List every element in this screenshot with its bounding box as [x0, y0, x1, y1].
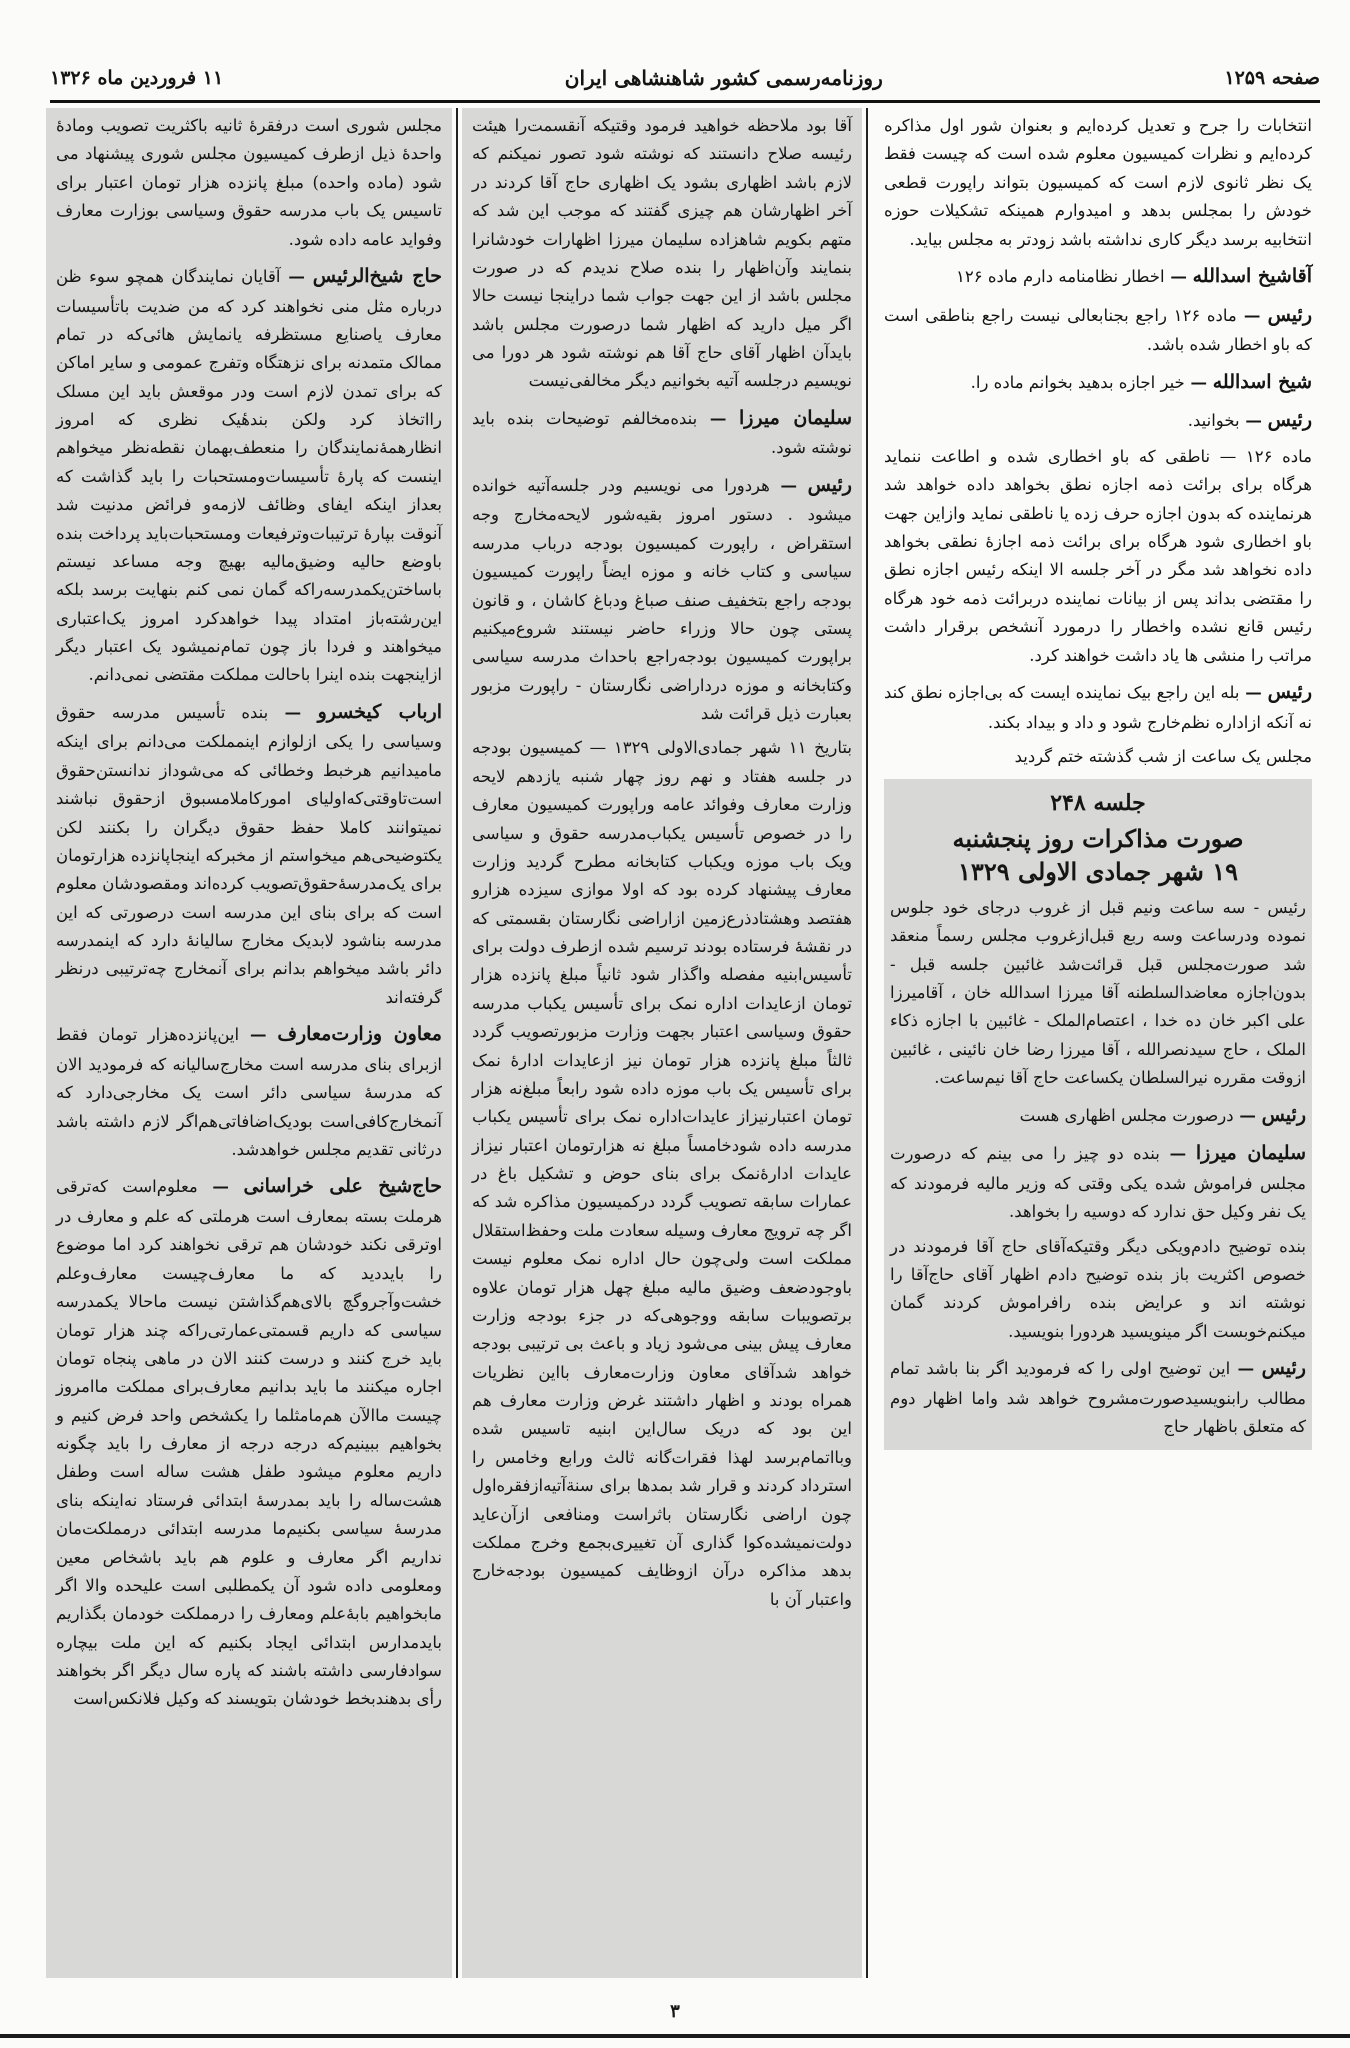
speaker-name: حاج شیخ‌الرئیس	[312, 264, 442, 287]
text-paragraph: بنده توضیح دادم‌ویکی دیگر وقتیکه‌آقای حاج آقا فرمودند در خصوص اکثریت باز بنده توضیح دادم اظهار آقای حاج‌آقا را نوشته اند و عرایض بنده رافراموش کردند گمان میکنم‌خوبست اگر مینویسید هردورا بنویسید.	[890, 1236, 1306, 1341]
text-paragraph: مجلس شوری است درفقرهٔ ثانیه باکثریت تصویب ومادهٔ واحدهٔ ذیل ازطرف کمیسیون مجلس شوری پیشنهاد می شود (ماده واحده) مبلغ پانزده هزار تومان اعتبار برای تاسیس یک باب مدرسه حقوق وسیاسی بوزارت معارف وفواید عامه داده شود.	[56, 116, 442, 249]
speech-text: این توضیح اولی را که فرمودید اگر بنا باشد تمام مطالب رابنویسیدصورت‌مشروح خواهد شد واما اظهار دوم که متعلق باظهار حاج	[890, 1359, 1306, 1437]
text-paragraph: انتخابات را جرح و تعدیل کرده‌ایم و بعنوان شور اول مذاکره کرده‌ایم و نظرات کمیسیون معلوم شده است که چیست فقط یک نظر ثانوی لازم است که کمیسیون بتواند راپورت قطعی خودش را بمجلس بدهد و امیدوارم همینکه تشکیلات حوزه انتخابیه برسد دیگر کاری نداشته باشد زودتر به مجلس بیاید.	[884, 116, 1312, 249]
issue-date: ۱۱ فروردین ماه ۱۳۲۶	[50, 67, 224, 89]
speaker-name: ارباب کیخسرو	[317, 700, 442, 723]
speech-text: آقایان نمایندگان همچو سوء ظن درباره مثل منی نخواهند کرد که من ضدیت باتأسیسات معارف یاصنایع مستظرفه یانمایش هائی‌که در تمام ممالک متمدنه برای نزهتگاه وتفرج عمومی و سایر اماکن که برای تمدن لازم است ودر موقعش باید این مسلک رااتخاذ کرد ولکن بندهٔیک نظری که امروز انظارهمهٔ‌نمایندگان را منعطف‌بهمان نقطه‌نظر میخواهم اینست که پارهٔ تأسیسات‌ومستحبات را باید گذاشت که بعداز اینکه ایفای وظائف لازمه‌و فرائض مدنیت شد آنوقت بپارهٔ ترتیبات‌وترفیعات ومستحبات‌باید پرداخت بنده باوضع حالیه وضیق‌مالیه بهیچ وجه مساعد نیستم باساختن‌یکمدرسه‌راکه گمان نمی کنم بنهایت برسد بلکه این‌رشته‌باز امتداد پیدا خواهد‌کرد امروز یک‌اعتباری میخواهند و فردا باز چون تمام‌نمیشود یک اعتبار دیگر ازاینجهت بنده اینرا باحالت مملکت مقتضی نمی‌دانم.	[56, 266, 442, 685]
speech-text: معلوم‌است که‌ترقی هرملت بسته بمعارف است هرملتی که علم و معارف در اوترقی نکند خودشان هم ترقی نخواهند کرد اما موضوع را باید‌دید که ما معارف‌چیست معارف‌وعلم خشت‌وآجروگچ بالای‌هم‌گذاشتن نیست ماحالا یکمدرسه سیاسی که داریم قسمتی‌عمارتی‌راکه چند هزار تومان باید خرج کنند و درست کنند الان در ماهی پنجاه تومان اجاره میکنند ما باید بدانیم معارف‌برای مملکت ماامروز چیست ماالآن هم‌ما‌مثلما را یکشخص واحد فرض کنیم و بخواهیم ببینیم‌که درجه درجه از معارف را باید چگونه داریم معلوم میشود طفل هشت ساله است وطفل هشت‌ساله را باید بمدرسهٔ ابتدائی فرستاد نه‌اینکه بنای مدرسهٔ سیاسی بکنیم‌ما مدرسه ابتدائی درمملکت‌مان نداریم اگر معارف و علوم هم باید باشخاص معین ومعلومی داده شود آن یکمطلبی است علیحده والا اگر مابخواهیم بابهٔ‌علم ومعارف را درمملکت خودمان بگذاریم بایدمدارس ابتدائی ایجاد بکنیم که این ملت بیچاره سوادفارسی داشته باشند که پاره سال دیگر اگر بخواهند رأی بدهند‌بخط خودشان بتویسند که وکیل فلانکس‌است	[56, 1177, 442, 1709]
speech-paragraph: رئیس — درصورت مجلس اظهاری هست	[1019, 1103, 1306, 1126]
page-label: صفحه ۱۲۵۹	[1224, 67, 1320, 89]
session-title-line1: صورت مذاکرات روز پنجشنبه	[952, 824, 1244, 854]
speech-paragraph: شیخ اسدالله — خیر اجازه بدهید بخوانم ماده را.	[970, 370, 1312, 393]
speech-text: ماده ۱۲۶ راجع بجنابعالی نیست راجع بناطقی است که باو اخطار شده باشد.	[884, 305, 1312, 355]
column-left	[46, 108, 452, 1978]
column-right	[874, 108, 1322, 1978]
session-number: جلسه ۲۴۸	[1050, 790, 1146, 817]
text-paragraph: مجلس یک ساعت از شب گذشته ختم گردید	[1014, 746, 1312, 766]
session-body	[884, 892, 1312, 1450]
speaker-name: رئیس	[1267, 303, 1312, 326]
speech-paragraph: حاج شیخ‌الرئیس — آقایان نمایندگان همچو سوء ظن درباره مثل منی نخواهند کرد که من ضدیت باتأسیسات معارف یاصنایع مستظرفه یانمایش هائی‌که در تمام ممالک متمدنه برای نزهتگاه وتفرج عمومی و سایر اماکن که برای تمدن لازم است ودر موقعش باید این مسلک رااتخاذ کرد ولکن بندهٔیک نظری که امروز انظارهمهٔ‌نمایندگان را منعطف‌بهمان نقطه‌نظر میخواهم اینست که پارهٔ تأسیسات‌ومستحبات را باید گذاشت که بعداز اینکه ایفای وظائف لازمه‌و فرائض مدنیت شد آنوقت بپارهٔ ترتیبات‌وترفیعات ومستحبات‌باید پرداخت بنده باوضع حالیه وضیق‌مالیه بهیچ وجه مساعد نیستم باساختن‌یکمدرسه‌راکه گمان نمی کنم بنهایت برسد بلکه این‌رشته‌باز امتداد پیدا خواهد‌کرد امروز یک‌اعتباری میخواهند و فردا باز چون تمام‌نمیشود یک اعتبار دیگر ازاینجهت بنده اینرا باحالت مملکت مقتضی نمی‌دانم.	[56, 264, 442, 685]
speaker-name: رئیس	[1261, 1103, 1306, 1126]
header-rule	[50, 100, 1320, 103]
speech-paragraph: حاج‌شیخ علی خراسانی — معلوم‌است که‌ترقی هرملت بسته بمعارف است هرملتی که علم و معارف در اوترقی نکند خودشان هم ترقی نخواهند کرد اما موضوع را باید‌دید که ما معارف‌چیست معارف‌وعلم خشت‌وآجروگچ بالای‌هم‌گذاشتن نیست ماحالا یکمدرسه سیاسی که داریم قسمتی‌عمارتی‌راکه چند هزار تومان باید خرج کنند و درست کنند الان در ماهی پنجاه تومان اجاره میکنند ما باید بدانیم معارف‌برای مملکت ماامروز چیست ماالآن هم‌ما‌مثلما را یکشخص واحد فرض کنیم و بخواهیم ببینیم‌که درجه درجه از معارف را باید چگونه داریم معلوم میشود طفل هشت ساله است وطفل هشت‌ساله را باید بمدرسهٔ ابتدائی فرستاد نه‌اینکه بنای مدرسهٔ سیاسی بکنیم‌ما مدرسه ابتدائی درمملکت‌مان نداریم اگر معارف و علوم هم باید باشخاص معین ومعلومی داده شود آن یکمطلبی است علیحده والا اگر مابخواهیم بابهٔ‌علم ومعارف را درمملکت خودمان بگذاریم بایدمدارس ابتدائی ایجاد بکنیم که این ملت بیچاره سوادفارسی داشته باشند که پاره سال دیگر اگر بخواهند رأی بدهند‌بخط خودشان بتویسند که وکیل فلانکس‌است	[56, 1175, 442, 1709]
speech-text: این‌پانزده‌هزار تومان فقط ازبرای بنای مدرسه است مخارج‌سالیانه که فرمودید الان که مدرسهٔ سیاسی دائر است یک مخارجی‌دارد که آنمخارج‌کافی‌است بودیک‌اضافاتی‌هم‌اگر لازم داشته باشد درثانی تقدیم مجلس خواهد‌شد.	[56, 1025, 442, 1160]
speaker-name: رئیس	[1267, 680, 1312, 703]
speech-text: درصورت مجلس اظهاری هست	[1019, 1105, 1234, 1125]
speaker-name: شیخ اسدالله	[1212, 370, 1312, 393]
page-header	[50, 58, 1320, 98]
session-heading	[884, 779, 1312, 892]
column-divider-left	[456, 108, 458, 1978]
text-paragraph: آقا بود ملاحظه خواهید فرمود وقتیکه آنقسمت‌را هیئت رئیسه صلاح دانستند که نوشته شود تصور نمیکنم که لازم باشد اظهاری بشود یک اظهاری حاج آقا کردند در آخر اظهارشان هم چیزی گفتند که موجب این شد که متهم بکویم شاهزاده سلیمان میرزا اظهارات خودشانرا بنمایند وآن‌اظهار را بنده صلاح ندیدم که در صورت مجلس باشد از این جهت جواب شما دراینجا نیست حالا اگر میل دارید که اظهار شما درصورت مجلس باشد بایدآن اظهار آقای حاج آقا هم نوشته شود هر دورا می نویسیم درجلسه آتیه بخوانیم دیگر مخالفی‌نیست	[472, 116, 852, 391]
speech-paragraph: سلیمان میرزا — بنده‌مخالفم توضیحات بنده باید نوشته شود.	[472, 406, 852, 458]
speech-text: بله این راجع بیک نماینده ایست که بی‌اجازه نطق کند نه آنکه ازاداره نظم‌خارج شود و داد و بیداد بکند.	[884, 682, 1312, 732]
speech-text: خیر اجازه بدهید بخوانم ماده را.	[970, 372, 1185, 392]
speech-paragraph: رئیس — بخوانید.	[1187, 409, 1312, 432]
speech-paragraph: رئیس — بله این راجع بیک نماینده ایست که بی‌اجازه نطق کند نه آنکه ازاداره نظم‌خارج شود و داد و بیداد بکند.	[884, 680, 1312, 732]
speech-paragraph: ارباب کیخسرو — بنده تأسیس مدرسه حقوق وسیاسی را یکی ازلوازم اینمملکت می‌دانم برای اینکه ما‌میدانیم هرخبط وخطائی که می‌شوداز ندانستن‌حقوق است‌تاوقتی‌که‌اولیای امورکاملامسبوق ازحقوق نباشند نمیتوانند کاملا حفظ حقوق دیگران را بکنند لکن یکتوضیحی‌هم میخواستم از مخبرکه اینجاپانزده هزارتومان برای یک‌مدرسهٔ‌حقوق‌تصویب کرده‌اند ومقصودشان معلوم است که برای بنای این مدرسه است درصورتی که این مدرسه بناشود لابدیک مخارج سالیانهٔ دارد که اینمدرسه دائر باشد میخواهم بدانم برای آنمخارج چه‌ترتیبی درنظر گرفته‌اند	[56, 700, 442, 1007]
speech-text: بنده‌مخالفم توضیحات بنده باید نوشته شود.	[472, 408, 852, 458]
speaker-name: رئیس	[1261, 1357, 1306, 1380]
bottom-rule	[0, 2034, 1350, 2038]
speech-text: اخطار نظامنامه دارم ماده ۱۲۶	[956, 266, 1165, 286]
column-left-body	[56, 112, 442, 1714]
text-paragraph: بتاریخ ۱۱ شهر جمادی‌الاولی ۱۳۲۹ — کمیسیون بودجه در جلسه هفتاد و نهم روز چهار شنبه یازدهم لایحه وزارت معارف وفوائد عامه وراپورت کمیسیون معارف را در خصوص تأسیس یکباب‌مدرسه حقوق و سیاسی ویک باب موزه ویکباب کتابخانه مطرح گردید وزارت معارف پیشنهاد کرده بود که اولا موازی سیزده هزارو هفتصد وهشتادذرع‌زمین ازاراضی نگارستان بقسمتی که در نقشهٔ فرستاده بودند ترسیم شده ازطرف دولت برای تأسیس‌ابنیه مفصله واگذار شود ثانیاً مبلغ پانزده هزار تومان ازعایدات اداره نمک برای تأسیس یکباب مدرسه حقوق وسیاسی اعتبار بجهت وزارت مزبورتصویب گردد ثالثاً مبلغ پانزده هزار تومان نیز ازعایدات ادارهٔ نمک برای تأسیس یک باب موزه داده شود رابعاً مبلغ‌نه هزار تومان اعتبار‌نیزاز عایدات‌اداره نمک برای تأسیس یکباب مدرسه داده شود‌خامساً مبلغ نه هزارتومان اعتبار نیزاز عایدات ادارهٔ‌نمک برای بنای حوض و تشکیل باغ در عمارات سابقه تصویب گردد درکمیسیون مذاکره شد که اگر چه ترویج معارف وسیله سعادت ملت وحفظ‌استقلال مملکت است ولی‌چون حال اداره نمک معلوم نیست باوجودضعف وضیق مالیه مبلغ چهل هزار تومان علاوه برتصویبات سابقه ووجوهی‌که در جزء بودجه وزارت معارف پیش بینی می‌شود زیاد و باعث بی ترتیبی بودجه خواهد شدآقای معاون وزارت‌معارف بااین نظریات همراه بودند و اظهار داشتند غرض وزارت معارف هم این بود که دریک سال‌این ابنیه تاسیس شده وبااتمام‌برسد لهذا فقرات‌گانه ثالث ورابع وخامس را استرداد کردند و قرار شد بمدها برای سنة‌آتیه‌ازفقره‌اول چون اراضی نگارستان باثراست ومنافعی ازآن‌عاید دولت‌نمیشده‌کوا گذاری آن تغییری‌بجمع وخرج مملکت بدهد مذاکره درآن ازوظایف کمیسیون بودجه‌خارج واعتبار آن با	[472, 738, 852, 1609]
speech-paragraph: آقاشیخ اسدالله — اخطار نظامنامه دارم ماده ۱۲۶	[956, 264, 1312, 287]
speaker-name: رئیس	[807, 473, 852, 496]
speech-paragraph: رئیس — این توضیح اولی را که فرمودید اگر بنا باشد تمام مطالب رابنویسیدصورت‌مشروح خواهد شد واما اظهار دوم که متعلق باظهار حاج	[890, 1357, 1306, 1437]
speaker-name: سلیمان میرزا	[1195, 1142, 1306, 1165]
speech-text: بنده دو چیز را می بینم که درصورت مجلس فراموش شده یکی وقتی که وزیر مالیه فرمودند که یک نفر وکیل حق ندارد که دوسیه را بخواهد.	[890, 1144, 1306, 1222]
speaker-name: سلیمان میرزا	[738, 406, 852, 429]
speech-paragraph: معاون وزارت‌معارف — این‌پانزده‌هزار تومان فقط ازبرای بنای مدرسه است مخارج‌سالیانه که فرمودید الان که مدرسهٔ سیاسی دائر است یک مخارجی‌دارد که آنمخارج‌کافی‌است بودیک‌اضافاتی‌هم‌اگر لازم داشته باشد درثانی تقدیم مجلس خواهد‌شد.	[56, 1023, 442, 1160]
column-right-body	[884, 112, 1312, 771]
session-title-line2: ۱۹ شهر جمادی الاولی ۱۳۲۹	[958, 856, 1238, 886]
text-paragraph: ماده ۱۲۶ — ناطقی که باو اخطاری شده و اطاعت ننماید هرگاه برای برائت ذمه اجازه نطق بخواهد داده خواهد شد هرنماینده که بدون اجازه حرف زده یا ناطقی نماید وازاین جهت باو اخطاری شود هرگاه برای برائت ذمه اجازهٔ نطقی بخواهد داده نخواهد شد مگر در آخر جلسه الا اینکه رئیس اجازه نطق را مقتضی بداند پس از بیانات نماینده دربرائت ذمه خود هرگاه رئیس قانع نشده واخطار را درمورد آنشخص برقرار داشت مراتب را منشی ها یاد داشت خواهند کرد.	[884, 446, 1312, 665]
column-middle	[462, 108, 862, 1978]
speaker-name: حاج‌شیخ علی خراسانی	[243, 1175, 442, 1198]
column-divider-right	[866, 108, 868, 1978]
speech-text: بخوانید.	[1187, 411, 1240, 431]
speech-text: هردورا می نویسیم ودر جلسه‌آتیه خوانده میشود . دستور امروز بقیه‌شور لایحه‌مخارج وجه استقراض ، راپورت کمیسیون بودجه درباب مدرسه سیاسی و کتاب خانه و موزه ایضاً راپورت کمیسیون بودجه راجع بتخفیف صنف صباغ ودباغ کاشان ، و قانون پستی چون حالا وزراء حاضر نیستند شروع‌میکنیم براپورت کمیسیون بودجه‌راجع باحداث مدرسه سیاسی وکتابخانه و موزه درداراضی نگارستان - راپورت مزبور بعبارت ذیل قرائت شد	[472, 475, 852, 724]
speech-paragraph: رئیس — ماده ۱۲۶ راجع بجنابعالی نیست راجع بناطقی است که باو اخطار شده باشد.	[884, 303, 1312, 355]
speaker-name: آقاشیخ اسدالله	[1192, 264, 1312, 287]
speech-text: بنده تأسیس مدرسه حقوق وسیاسی را یکی ازلوازم اینمملکت می‌دانم برای اینکه ما‌میدانیم هرخبط وخطائی که می‌شوداز ندانستن‌حقوق است‌تاوقتی‌که‌اولیای امورکاملامسبوق ازحقوق نباشند نمیتوانند کاملا حفظ حقوق دیگران را بکنند لکن یکتوضیحی‌هم میخواستم از مخبرکه اینجاپانزده هزارتومان برای یک‌مدرسهٔ‌حقوق‌تصویب کرده‌اند ومقصودشان معلوم است که برای بنای این مدرسه است درصورتی که این مدرسه بناشود لابدیک مخارج سالیانهٔ دارد که اینمدرسه دائر باشد میخواهم بدانم برای آنمخارج چه‌ترتیبی درنظر گرفته‌اند	[56, 702, 442, 1007]
column-middle-body	[472, 112, 852, 1614]
speech-paragraph: سلیمان میرزا — بنده دو چیز را می بینم که درصورت مجلس فراموش شده یکی وقتی که وزیر مالیه فرمودند که یک نفر وکیل حق ندارد که دوسیه را بخواهد.	[890, 1142, 1306, 1222]
speaker-name: رئیس	[1267, 409, 1312, 432]
page-number: ۳	[670, 2001, 680, 2022]
speaker-name: معاون وزارت‌معارف	[277, 1023, 442, 1046]
speech-paragraph: رئیس — هردورا می نویسیم ودر جلسه‌آتیه خوانده میشود . دستور امروز بقیه‌شور لایحه‌مخارج وجه استقراض ، راپورت کمیسیون بودجه درباب مدرسه سیاسی و کتاب خانه و موزه ایضاً راپورت کمیسیون بودجه راجع بتخفیف صنف صباغ ودباغ کاشان ، و قانون پستی چون حالا وزراء حاضر نیستند شروع‌میکنیم براپورت کمیسیون بودجه‌راجع باحداث مدرسه سیاسی وکتابخانه و موزه درداراضی نگارستان - راپورت مزبور بعبارت ذیل قرائت شد	[472, 473, 852, 724]
text-paragraph: رئیس - سه ساعت ونیم قبل از غروب درجای خود جلوس نموده ودرساعت وسه ربع قبل‌ازغروب مجلس رسماً منعقد شد صورت‌مجلس قبل قرائت‌شد غائبین جلسه قبل - بدون‌اجازه معاضدالسلطنه آقا میرزا اسدالله خان ، آقامیرزا علی اکبر خان ده خدا ، اعتصام‌الملک - غائبین با اجازه ذکاء الملک ، حاج سیدنصرالله ، آقا میرزا رضا خان نائینی ، غائبین ازوقت مقرره نیرالسلطان یکساعت حاج آقا نیم‌ساعت.	[890, 897, 1306, 1088]
newspaper-title: روزنامه‌رسمی کشور شاهنشاهی ایران	[564, 66, 883, 90]
